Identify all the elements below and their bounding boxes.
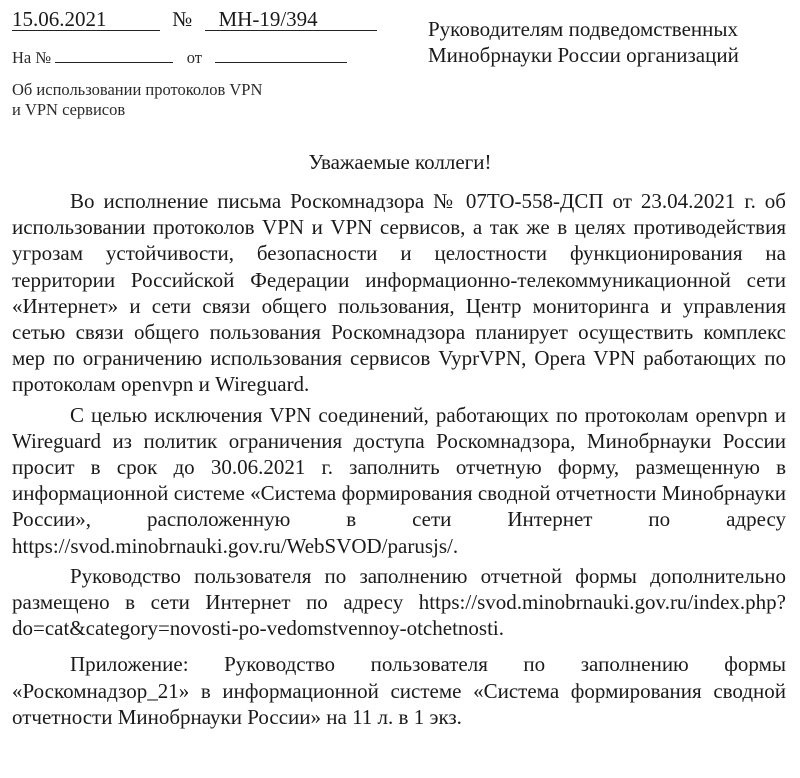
body-paragraph: С целью исключения VPN соединений, работающих по протоколам openvpn и Wireguard из политик ограничения доступа Роскомнадзора, Минобрнауки России просит в срок до 30.06.2021 г. заполнить отчетную форму, размещенную в информационной системе «Система формирования сводной отчетности Минобрнауки России», расположенную в сети Интернет по адресу https://svod.minobrnauki.gov.ru/WebSVOD/parusjs/. bbox=[12, 402, 786, 558]
body-paragraph: Во исполнение письма Роскомнадзора № 07ТО-558-ДСП от 23.04.2021 г. об использовании протоколов VPN и VPN сервисов, а так же в целях противодействия угрозам устойчивости, безопасности и целостности функционирования на территории Российской Федерации информационно-телекоммуникационной сети «Интернет» и сети связи общего пользования, Центр мониторинга и управления сетью связи общего пользования Роскомнадзора планирует осуществить комплекс мер по ограничению использования сервисов VyprVPN, Opera VPN работающих по протоколам openvpn и Wireguard. bbox=[12, 189, 786, 397]
letter-subject bbox=[12, 80, 262, 120]
body-paragraph: Руководство пользователя по заполнению отчетной формы дополнительно размещено в сети Интернет по адресу https://svod.minobrnauki.gov.ru/index.php?do=cat&category=novosti-po-vedomstvennoy-otchetnosti. bbox=[12, 563, 786, 641]
letter-date: 15.06.2021 bbox=[12, 8, 160, 31]
letter-body bbox=[12, 188, 786, 730]
addressee-line: Руководителям подведомственных bbox=[428, 17, 739, 41]
attachment-paragraph: Приложение: Руководство пользователя по заполнению формы «Роскомнадзор_21» в информационной системе «Система формирования сводной отчетности Минобрнауки России» на 11 л. в 1 экз. bbox=[12, 652, 786, 729]
outgoing-number-line bbox=[12, 7, 377, 35]
salutation: Уважаемые коллеги! bbox=[308, 150, 492, 174]
addressee-line: Минобрнауки России организаций bbox=[428, 43, 739, 67]
addressee-block bbox=[428, 16, 739, 68]
from-label: от bbox=[186, 48, 202, 67]
reference-line bbox=[12, 46, 347, 70]
reference-label: На № bbox=[12, 48, 52, 67]
subject-line: Об использовании протоколов VPN bbox=[12, 80, 263, 99]
reference-number-blank bbox=[55, 46, 173, 63]
letter-number: МН-19/394 bbox=[205, 8, 377, 31]
subject-line: и VPN сервисов bbox=[12, 100, 126, 119]
number-sign: № bbox=[172, 7, 193, 31]
reference-date-blank bbox=[215, 46, 347, 63]
